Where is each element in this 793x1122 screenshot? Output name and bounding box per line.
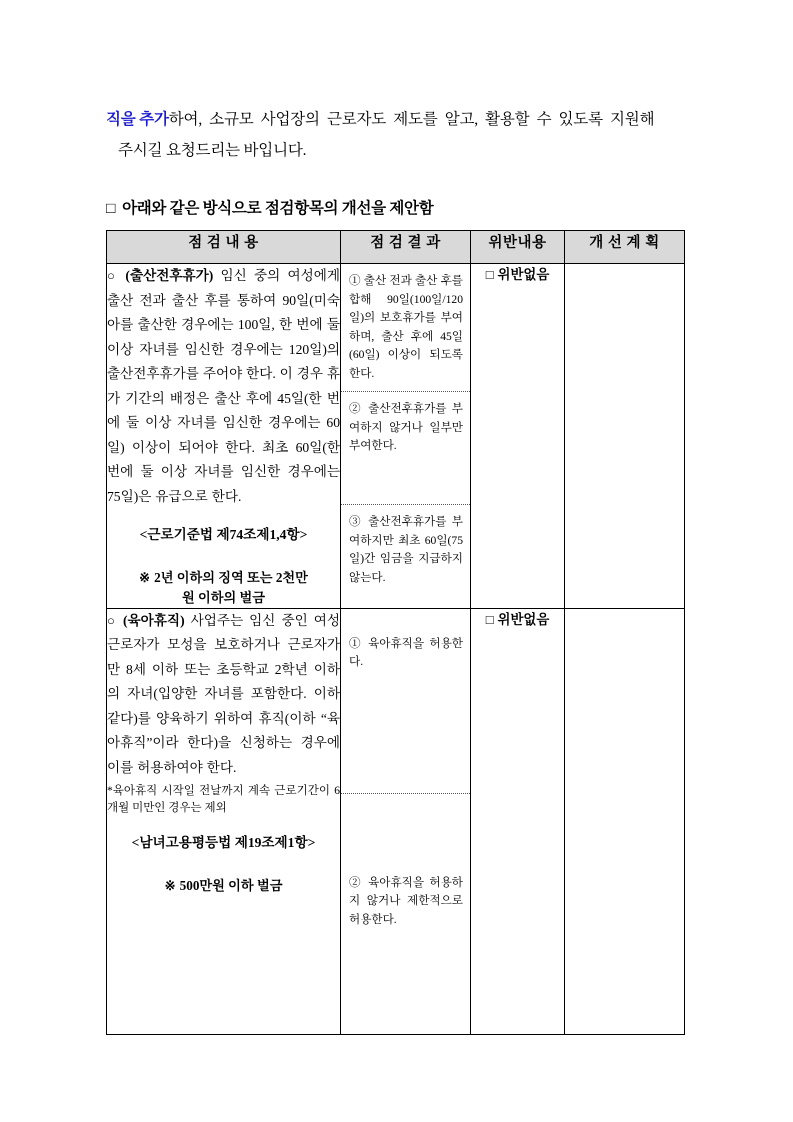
row1-violation-cell: [471, 264, 565, 609]
table-header-row: [107, 231, 685, 264]
row1-violation-label: 위반없음: [497, 267, 550, 282]
circle-bullet-icon: ○: [107, 268, 119, 283]
row2-plan-cell[interactable]: [565, 608, 685, 1034]
row2-topic-tag: (육아휴직): [123, 612, 185, 628]
row2-body: [107, 609, 340, 781]
row1-plan-cell[interactable]: [565, 264, 685, 609]
row1-body-text: 임신 중의 여성에게 출산 전과 출산 후를 통하여 90일(미숙아를 출산한 경우에는 100일, 한 번에 둘 이상 자녀를 임신한 경우에는 120일)의 출산전후휴가를 주어야 한다. 이 경우 휴가 기간의 배정은 출산 후에 45일(한 번에 둘 이상 자녀를 임신한 경우에는 60일) 이상이 되어야 한다. 최초 60일(한 번에 둘 이상 자녀를 임신한 경우에는 75일)은 유급으로 한다.: [107, 268, 340, 504]
row1-body: [107, 264, 340, 509]
table-row: [107, 608, 685, 1034]
row1-penalty: [107, 568, 340, 608]
header-check-content: 점 검 내 용: [107, 231, 341, 264]
row2-penalty-line1: 500만원 이하 벌금: [179, 877, 283, 893]
checklist-table: [106, 230, 685, 1035]
intro-paragraph: [106, 104, 687, 166]
row2-footnote: *육아휴직 시작일 전날까지 계속 근로기간이 6개월 미만인 경우는 제외: [107, 785, 340, 814]
row1-content-cell: [107, 264, 341, 609]
square-bullet-icon: □: [106, 200, 116, 217]
row1-penalty-line1: 2년 이하의 징역 또는 2천만: [154, 569, 308, 585]
section-heading: [106, 196, 687, 218]
row2-violation-cell: [471, 608, 565, 1034]
checkbox-icon[interactable]: □: [485, 611, 494, 627]
header-improvement-plan: 개 선 계 획: [565, 231, 685, 264]
row1-result-option-1: ① 출산 전과 출산 후를 합해 90일(100일/120일)의 보호휴가를 부여하며, 출산 후에 45일(60일) 이상이 되도록 한다.: [341, 264, 470, 392]
row2-law-reference: <남녀고용평등법 제19조제1항>: [131, 835, 316, 850]
row1-law-reference: <근로기준법 제74조제1,4항>: [139, 527, 308, 542]
row1-result-option-3: ③ 출산전후휴가를 부여하지만 최초 60일(75일)간 임금을 지급하지 않는다.: [349, 515, 463, 584]
header-violation: 위반내용: [471, 231, 565, 264]
row1-result-option-2: ② 출산전후휴가를 부여하지 않거나 일부만 부여한다.: [341, 392, 470, 505]
section-heading-text: 아래와 같은 방식으로 점검항목의 개선을 제안함: [122, 200, 434, 217]
asterisk-mark-icon: ※: [164, 877, 176, 893]
row2-violation-label: 위반없음: [497, 611, 550, 627]
row2-result-cell: [341, 608, 471, 1034]
intro-lead-text: 직을 추가: [106, 111, 169, 128]
row2-body-text: 사업주는 임신 중인 여성 근로자가 모성을 보호하거나 근로자가 만 8세 이하 또는 초등학교 2학년 이하의 자녀(입양한 자녀를 포함한다. 이하 같다)를 양육하기 위하여 휴직(이하 “육아휴직”이라 한다)을 신청하는 경우에 이를 허용하여야 한다.: [107, 612, 340, 775]
row1-penalty-line2: 원 이하의 벌금: [181, 589, 266, 605]
row2-content-cell: [107, 608, 341, 1034]
intro-line1-text: 하여, 소규모 사업장의 근로자도 제도를 알고, 활용할 수 있도록 지원해: [168, 111, 655, 128]
asterisk-mark-icon: ※: [139, 569, 151, 585]
intro-line2-text: 주시길 요청드리는 바입니다.: [118, 142, 307, 159]
row2-penalty: [107, 876, 340, 896]
circle-bullet-icon: ○: [107, 612, 117, 628]
row1-topic-tag: (출산전후휴가): [125, 268, 214, 283]
row2-result-option-1: ① 육아휴직을 허용한다.: [341, 609, 470, 794]
row2-result-option-2: ② 육아휴직을 허용하지 않거나 제한적으로 허용한다.: [349, 875, 463, 926]
header-check-result: 점 검 결 과: [341, 231, 471, 264]
checkbox-icon[interactable]: □: [485, 267, 494, 282]
table-row: [107, 264, 685, 609]
row1-result-cell: [341, 264, 471, 609]
